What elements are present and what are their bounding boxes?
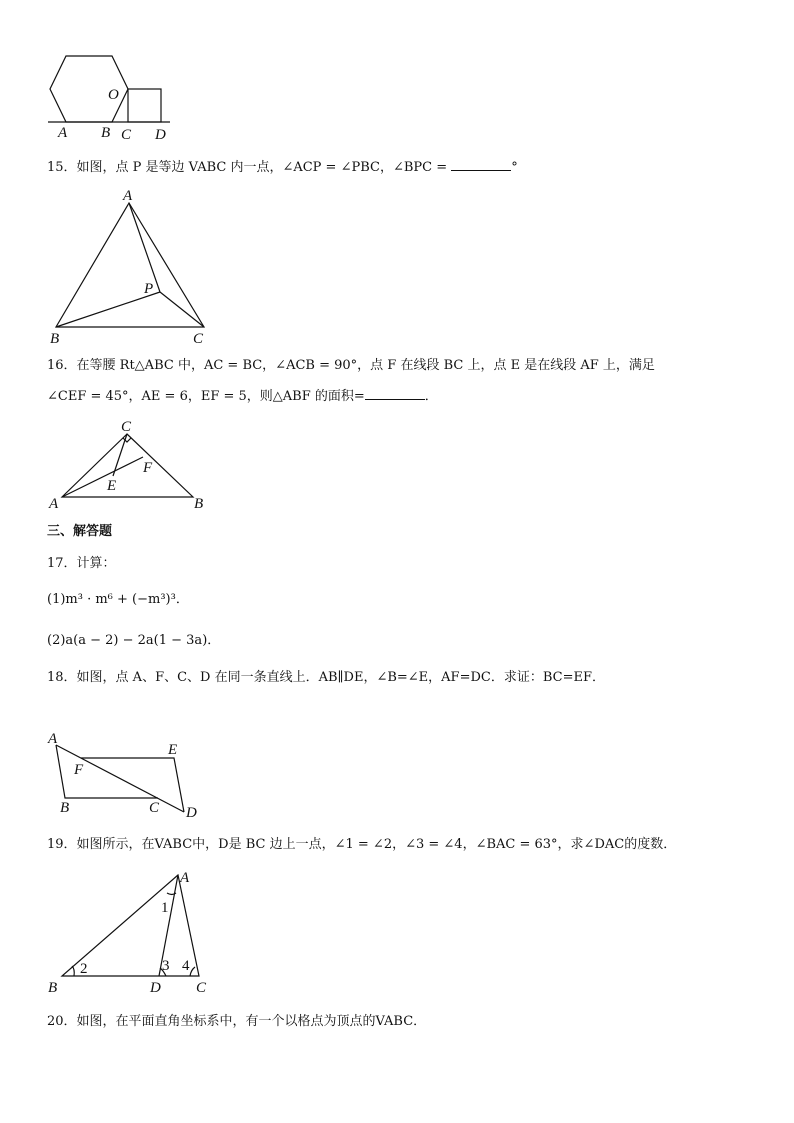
q16-line1: 16．在等腰 Rt△ABC 中，AC = BC，∠ACB = 90°，点 F 在线段 BC 上，点 E 是在线段 AF 上，满足: [47, 358, 655, 373]
fig19-label-2: 2: [80, 961, 88, 977]
q15-suffix: °: [511, 160, 518, 175]
fig14-label-B: B: [101, 125, 111, 141]
fig16-label-B: B: [194, 496, 204, 512]
fig15-label-B: B: [50, 331, 60, 347]
fig14-label-D: D: [155, 127, 166, 143]
fig19-angle-mark-1: [167, 893, 176, 895]
fig14-label-C: C: [121, 127, 132, 143]
question-17-title: 17．计算：: [47, 556, 116, 571]
fig16-label-C: C: [121, 419, 132, 435]
fig18-label-D: D: [186, 805, 197, 821]
fig19-label-1: 1: [161, 900, 169, 916]
question-17-part2: (2)a(a − 2) − 2a(1 − 3a)．: [47, 633, 221, 648]
fig15-label-A: A: [123, 188, 133, 204]
fig16-label-E: E: [107, 478, 117, 494]
fig15-label-P: P: [144, 281, 154, 297]
fig19-label-4: 4: [182, 958, 190, 974]
fig16-label-F: F: [143, 460, 153, 476]
fig18-label-C: C: [149, 800, 160, 816]
fig14-label-O: O: [108, 87, 119, 103]
q16-line2: ∠CEF = 45°，AE = 6，EF = 5，则△ABF 的面积=: [47, 389, 365, 404]
fig18-label-B: B: [60, 800, 70, 816]
section-heading: 三、解答题: [47, 524, 113, 539]
fig19-label-A: A: [180, 870, 190, 886]
fig19-label-D: D: [150, 980, 161, 996]
fig18-label-F: F: [74, 762, 84, 778]
fig16-label-A: A: [49, 496, 59, 512]
fig18-label-E: E: [168, 742, 178, 758]
fig18-label-A: A: [48, 731, 58, 747]
question-17-part1: (1)m³ · m⁶ + (−m³)³．: [47, 592, 189, 607]
fig19-label-3: 3: [162, 958, 170, 974]
fig19-label-C: C: [196, 980, 207, 996]
fig15-label-C: C: [193, 331, 204, 347]
q16-line2-suffix: ．: [424, 389, 438, 404]
fig19-angle-mark-4: [190, 967, 195, 976]
question-19: 19．如图所示，在VABC中，D是 BC 边上一点，∠1 = ∠2，∠3 = ∠4，∠BAC = 63°，求∠DAC的度数．: [47, 837, 677, 852]
question-20: 20．如图，在平面直角坐标系中，有一个以格点为顶点的VABC．: [47, 1014, 427, 1029]
q15-text: 15．如图，点 P 是等边 VABC 内一点，∠ACP = ∠PBC，∠BPC =: [47, 160, 452, 175]
question-18: 18．如图，点 A、F、C、D 在同一条直线上．AB∥DE，∠B=∠E，AF=DC．求证：BC=EF．: [47, 670, 605, 685]
fig19-label-B: B: [48, 980, 58, 996]
fig14-label-A: A: [58, 125, 68, 141]
